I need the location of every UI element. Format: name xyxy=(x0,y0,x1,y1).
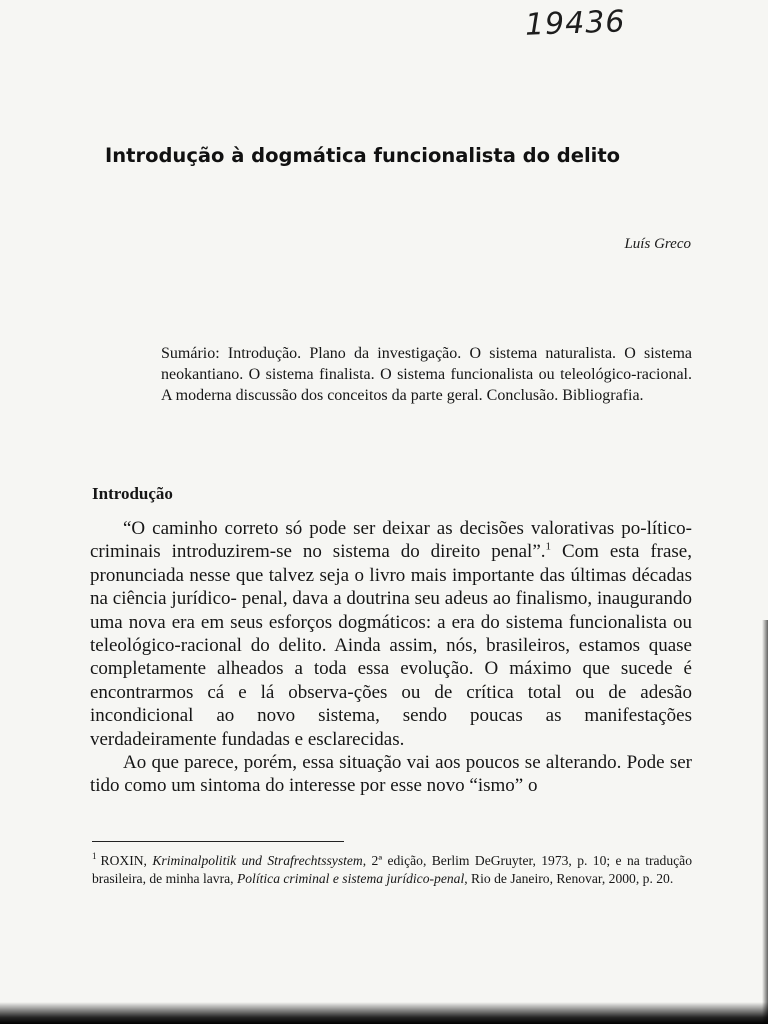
footnote-text-3: , Rio de Janeiro, Renovar, 2000, p. 20. xyxy=(464,871,674,886)
paragraph-1 xyxy=(90,517,692,751)
footnote-number: 1 xyxy=(92,851,97,862)
footnote xyxy=(92,852,692,888)
author-name: Luís Greco xyxy=(624,236,691,252)
footnote-book-title-1: Kriminalpolitik und Strafrechtssystem xyxy=(152,853,363,868)
section-heading: Introdução xyxy=(92,484,173,503)
footnote-reference: 1 xyxy=(545,541,552,554)
scan-shadow-bottom xyxy=(0,1002,768,1024)
summary-block: Sumário: Introdução. Plano da investigação. O sistema naturalista. O sistema neokantiano. O sistema finalista. O sistema funcionalista ou teleológico-racional. A moderna discussão dos conceitos da parte geral. Conclusão. Bibliografia. xyxy=(161,345,692,404)
footnote-book-title-2: Política criminal e sistema jurídico-penal xyxy=(236,871,465,886)
footnote-divider xyxy=(92,841,344,842)
handwritten-page-number: 19436 xyxy=(524,4,627,43)
footnote-text-2: , 2ª edição, Berlim DeGruyter, 1973, p. 10; e na tradução brasileira, de minha lavra, xyxy=(92,853,692,886)
paragraph-2: Ao que parece, porém, essa situação vai aos poucos se alterando. Pode ser tido como um sintoma do interesse por esse novo “ismo” o xyxy=(90,752,692,797)
footnote-text-1: ROXIN, xyxy=(100,853,153,868)
scan-shadow-right xyxy=(762,620,768,1024)
paragraph-1-quote: “O caminho correto só pode ser deixar as decisões valorativas po-lítico-criminais introduzirem-se no sistema do direito penal”. xyxy=(90,518,692,563)
paragraph-1-rest: Com esta frase, pronunciada nesse que talvez seja o livro mais importante das últimas décadas na ciência jurídico- penal, dava a doutrina seu adeus ao finalismo, inaugurando uma nova era em seus esforços dogmáticos: a era do sistema funcionalista ou teleológico-racional do delito. Ainda assim, nós, brasileiros, estamos quase completamente alheados a toda essa evolução. O máximo que sucede é encontrarmos cá e lá observa-ções ou de crítica total ou de adesão incondicional ao novo sistema, sendo poucas as manifestações verdadeiramente fundadas e esclarecidas. xyxy=(90,541,692,750)
body-text xyxy=(90,517,692,798)
article-title: Introdução à dogmática funcionalista do delito xyxy=(105,144,621,167)
